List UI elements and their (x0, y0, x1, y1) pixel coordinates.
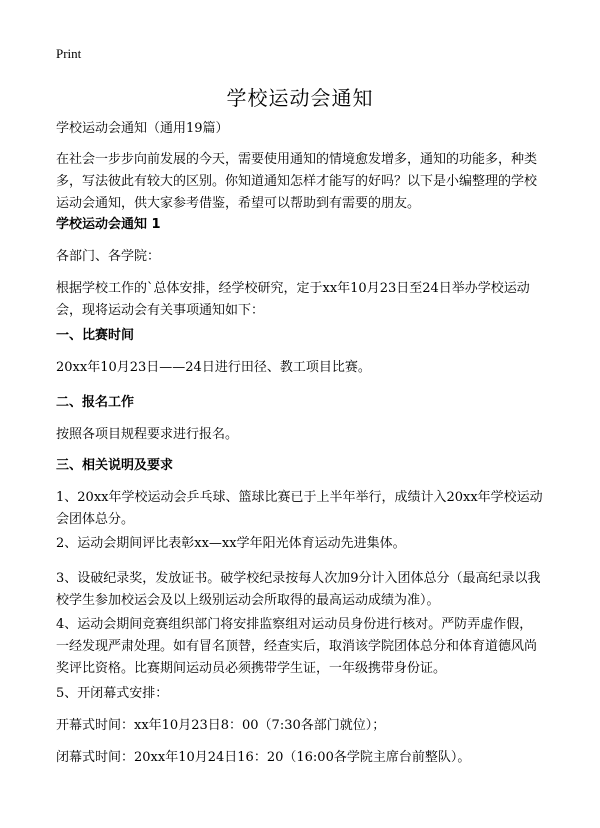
heading-competition-time: 一、比赛时间 (56, 328, 135, 343)
salutation: 各部门、各学院： (56, 249, 161, 264)
opening-paragraph: 根据学校工作的`总体安排，经学校研究，定于xx年10月23日至24日举办学校运动会，现将运动会有关事项通知如下： (56, 281, 530, 318)
section-title: 学校运动会通知 1 (56, 217, 161, 232)
opening-ceremony-time: 开幕式时间：xx年10月23日8：00（7:30各部门就位）； (56, 718, 386, 733)
heading-registration: 二、报名工作 (56, 395, 135, 410)
competition-time-paragraph: 20xx年10月23日——24日进行田径、教工项目比赛。 (56, 360, 371, 375)
heading-instructions: 三、相关说明及要求 (56, 458, 174, 473)
print-link[interactable]: Print (56, 46, 82, 61)
intro-paragraph: 在社会一步步向前发展的今天，需要使用通知的情境愈发增多，通知的功能多，种类多，写法彼此有较大的区别。你知道通知怎样才能写的好吗？以下是小编整理的学校运动会通知，供大家参考借鉴，希望可以帮助到有需要的朋友。 (56, 152, 538, 211)
instruction-item: 1、20xx年学校运动会乒乓球、篮球比赛已于上半年举行，成绩计入20xx年学校运动会团体总分。 (56, 490, 543, 527)
instruction-item: 2、运动会期间评比表彰xx—xx学年阳光体育运动先进集体。 (56, 536, 406, 551)
instruction-item: 5、开闭幕式安排： (56, 686, 169, 701)
instruction-item: 3、设破纪录奖，发放证书。破学校纪录按每人次加9分计入团体总分（最高纪录以我校学生参加校运会及以上级别运动会所取得的最高运动成绩为准）。 (56, 571, 541, 608)
instruction-item: 4、运动会期间竞赛组织部门将安排监察组对运动员身份进行核对。严防弄虚作假，一经发现严肃处理。如有冒名顶替，经查实后，取消该学院团体总分和体育道德风尚奖评比资格。比赛期间运动员必须携带学生证，一年级携带身份证。 (56, 617, 538, 676)
page-title: 学校运动会通知 (226, 86, 374, 110)
registration-paragraph: 按照各项目规程要求进行报名。 (56, 427, 239, 442)
closing-ceremony-time: 闭幕式时间：20xx年10月24日16：20（16:00各学院主席台前整队）。 (56, 750, 471, 765)
document-subtitle: 学校运动会通知（通用19篇） (56, 121, 229, 136)
